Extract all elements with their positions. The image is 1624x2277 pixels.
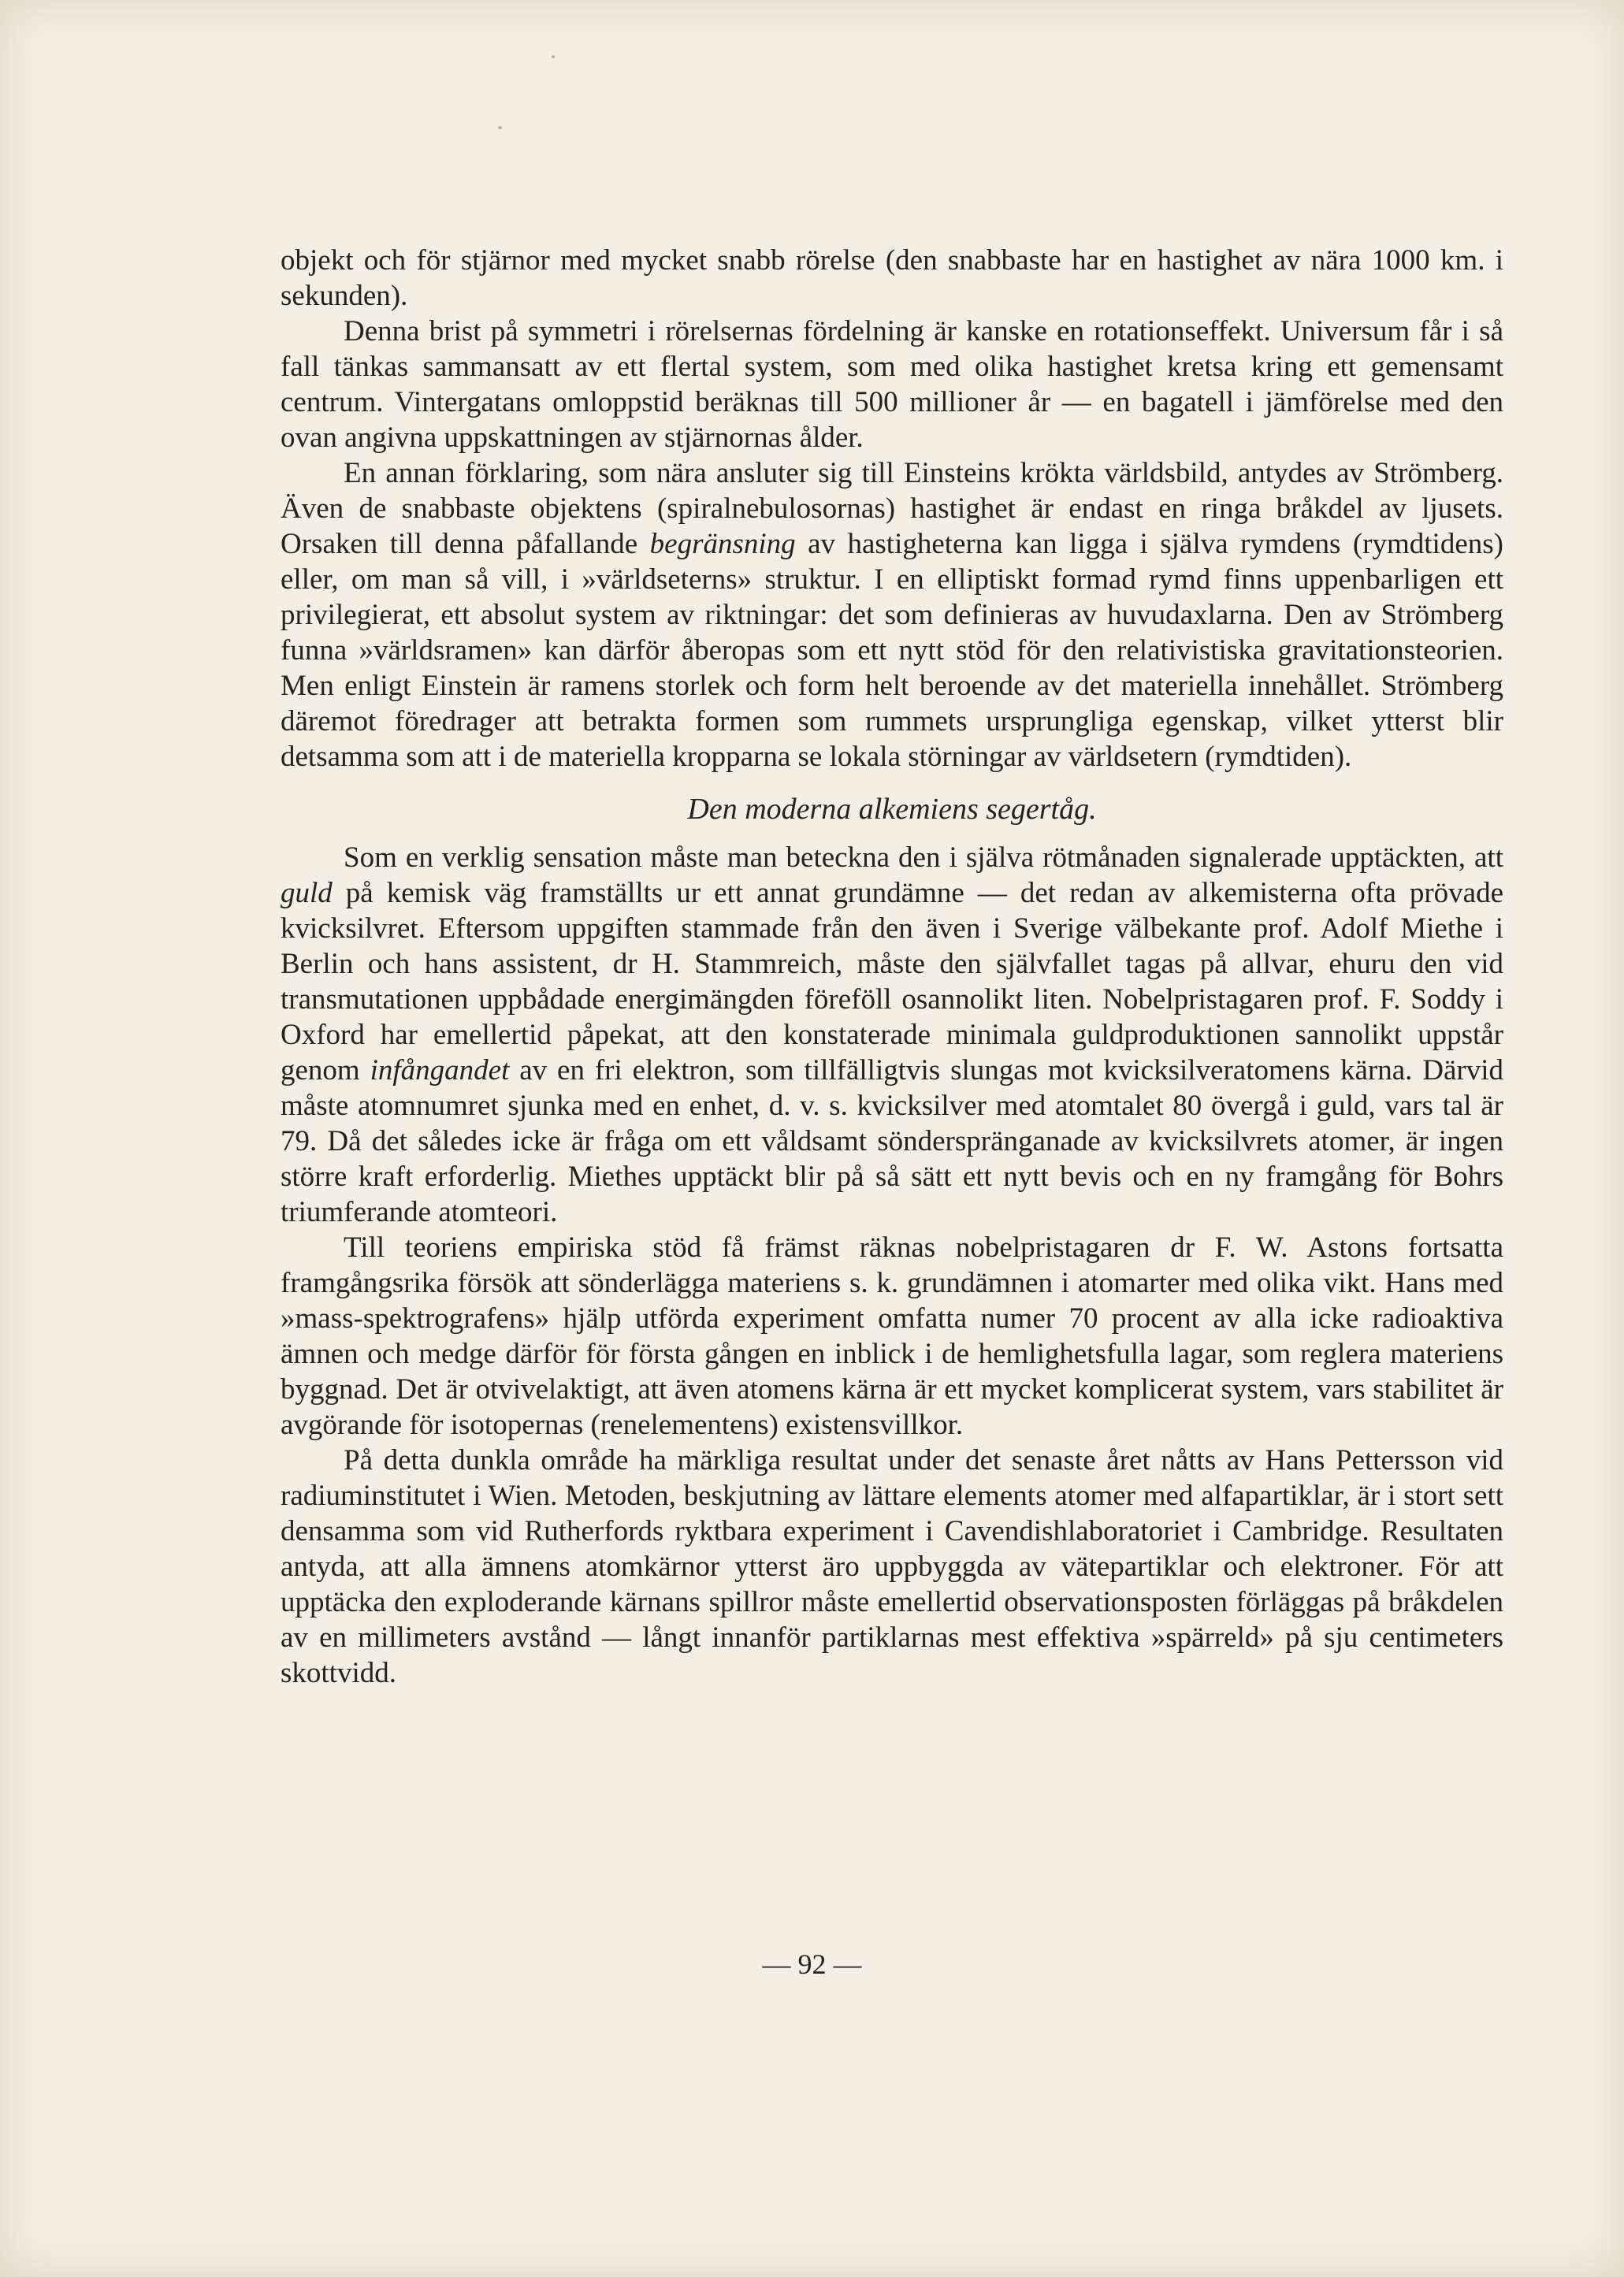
paragraph-text: på kemisk väg framställts ur ett annat grundämne — det redan av alkemisterna ofta prövade kvicksilvret. Eftersom uppgiften stammade från den även i Sverige välbekante prof. Adolf Miethe i Berlin och hans assistent, dr H. Stammreich, måste den självfallet tagas på allvar, ehuru den vid transmutationen uppbådade energimängden föreföll osannolikt liten. Nobelpristagaren prof. F. Soddy i Oxford har emellertid påpekat, att den konstaterade minimala guldproduktionen sannolikt uppstår genom: [281, 877, 1503, 1086]
paragraph-text: På detta dunkla område ha märkliga resultat under det senaste året nåtts av Hans Pettersson vid radiuminstitutet i Wien. Metoden, beskjutning av lättare elements atomer med alfapartiklar, är i stort sett densamma som vid Rutherfords ryktbara experiment i Cavendishlaboratoriet i Cambridge. Resultaten antyda, att alla ämnens atomkärnor ytterst äro uppbyggda av vätepartiklar och elektroner. För att upptäcka den exploderande kärnans spillror måste emellertid observationsposten förläggas på bråkdelen av en millimeters avstånd — långt innanför partiklarnas mest effektiva »spärreld» på sju centimeters skottvidd.: [281, 1444, 1503, 1689]
paragraph-text: av hastigheterna kan ligga i själva rymdens (rymdtidens) eller, om man så vill, i »världseterns» struktur. I en elliptiskt formad rymd finns uppenbarligen ett privilegierat, ett absolut system av riktningar: det som definieras av huvudaxlarna. Den av Strömberg funna »världsramen» kan därför åberopas som ett nytt stöd för den relativistiska gravitationsteorien. Men enligt Einstein är ramens storlek och form helt beroende av det materiella innehållet. Strömberg däremot föredrager att betrakta formen som rummets ursprungliga egenskap, vilket ytterst blir detsamma som att i de materiella kropparna se lokala störningar av världsetern (rymdtiden).: [281, 528, 1503, 773]
page-number: — 92 —: [762, 1948, 862, 1980]
paper-speck: [498, 126, 502, 129]
paragraph-text: objekt och för stjärnor med mycket snabb rörelse (den snabbaste har en hastighet av nära 1000 km. i sekunden).: [281, 244, 1503, 312]
paragraph: [281, 314, 1503, 455]
paper-speck: [552, 55, 555, 58]
paragraph-text: Till teoriens empiriska stöd få främst räknas nobelpristagaren dr F. W. Astons fortsatta framgångsrika försök att sönderlägga materiens s. k. grundämnen i atomarter med olika vikt. Hans med »mass-spektrografens» hjälp utförda experiment omfatta numer 70 procent av alla icke radioaktiva ämnen och medge därför för första gången en inblick i de hemlighetsfulla lagar, som reglera materiens byggnad. Det är otvivelaktigt, att även atomens kärna är ett mycket komplicerat system, vars stabilitet är avgörande för isotopernas (renelementens) existensvillkor.: [281, 1231, 1503, 1441]
section-heading: Den moderna alkemiens segertåg.: [687, 793, 1097, 826]
paragraph-text: En annan förklaring, som nära ansluter sig till Einsteins krökta världsbild, antydes av Strömberg. Även de snabbaste objektens (spiralnebulosornas) hastighet är endast en ringa bråkdel av ljusets. Orsaken till denna påfallande: [281, 457, 1503, 560]
paragraph-text: av en fri elektron, som tillfälligtvis slungas mot kvicksilveratomens kärna. Därvid måste atomnumret sjunka med en enhet, d. v. s. kvicksilver med atomtalet 80 övergå i guld, vars tal är 79. Då det således icke är fråga om ett våldsamt sönderspränganade av kvicksilvrets atomer, är ingen större kraft erforderlig. Miethes upptäckt blir på så sätt ett nytt bevis och en ny framgång för Bohrs triumferande atomteori.: [281, 1054, 1504, 1228]
paragraph: [281, 243, 1503, 314]
emphasis-text: begränsning: [649, 528, 796, 560]
paragraph: [281, 455, 1503, 774]
emphasis-text: guld: [281, 877, 333, 909]
paragraph: [281, 840, 1503, 1230]
emphasis-text: infångandet: [370, 1054, 510, 1086]
paragraph: [281, 1230, 1503, 1443]
paragraph-text: Denna brist på symmetri i rörelsernas fördelning är kanske en rotationseffekt. Universum får i så fall tänkas sammansatt av ett flertal system, som med olika hastighet kretsa kring ett gemensamt centrum. Vintergatans omloppstid beräknas till 500 millioner år — en bagatell i jämförelse med den ovan angivna uppskattningen av stjärnornas ålder.: [281, 315, 1503, 454]
paragraph: [281, 1443, 1503, 1691]
paragraph-text: Som en verklig sensation måste man beteckna den i själva rötmånaden signalerade upptäckten, att: [344, 841, 1503, 874]
body-text: [281, 243, 1503, 1691]
